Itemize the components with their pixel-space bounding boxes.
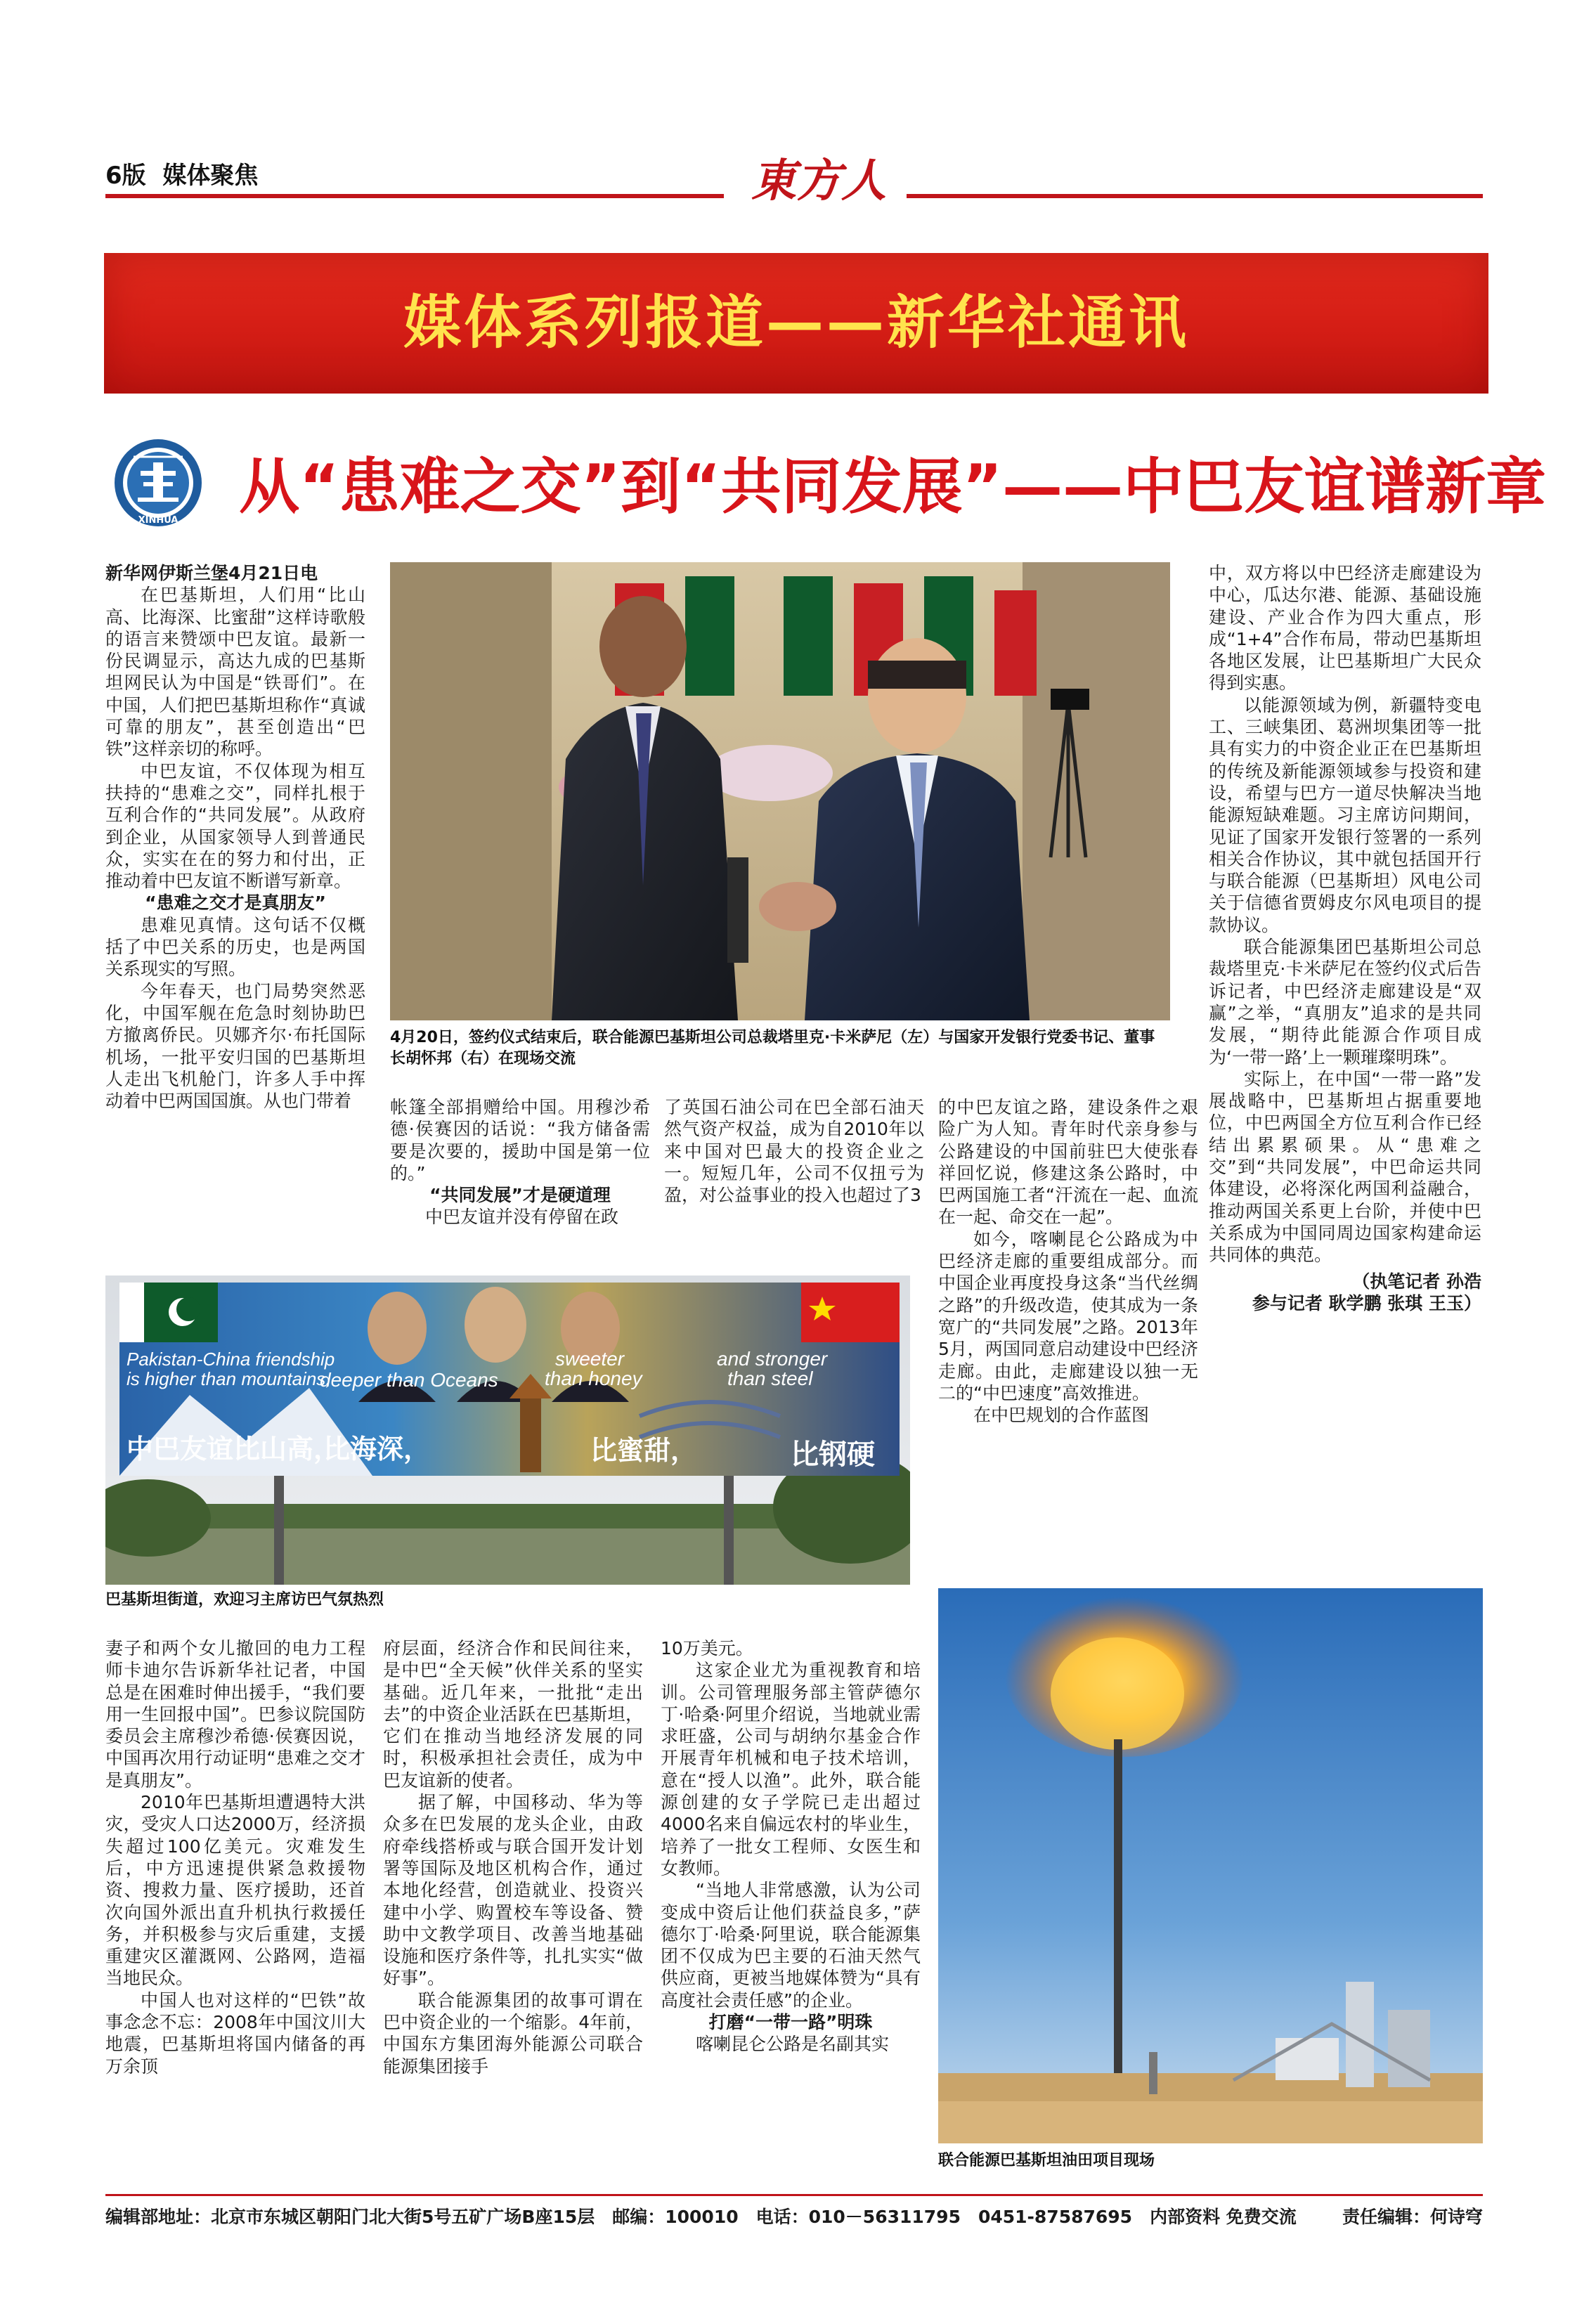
paragraph: 患难见真情。这句话不仅概括了中巴关系的历史，也是两国关系现实的写照。 (105, 914, 365, 980)
paragraph: 据了解，中国移动、华为等众多在巴发展的龙头企业，由政府牵线搭桥或与联合国开发计划署等国际及地区机构合作，通过本地化经营，创造就业、投资兴建中小学、购置校车等设备、赞助中文教学项目、改善当地基础设施和医疗条件等，扎扎实实“做好事”。 (383, 1792, 643, 1989)
billboard-en-4: sweeter (555, 1348, 625, 1370)
paragraph: 中，双方将以中巴经济走廊建设为中心，瓜达尔港、能源、基础设施建设、产业合作为四大重点，形成“1+4”合作布局，带动巴基斯坦各地区发展，让巴基斯坦广大民众得到实惠。 (1209, 563, 1481, 694)
header-rule-left (105, 194, 724, 198)
paragraph: 府层面，经济合作和民间往来，是中巴“全天候”伙伴关系的坚实基础。近几年来，一批批“走出去”的中资企业活跃在巴基斯坦，它们在推动当地经济发展的同时，积极承担社会责任，成为中巴友谊新的使者。 (383, 1638, 643, 1791)
billboard-photo (105, 1275, 910, 1585)
brand-logo: 東方人 (751, 155, 886, 207)
series-banner (104, 253, 1488, 394)
paragraph: 帐篷全部捐赠给中国。用穆沙希德·侯赛因的话说：“我方储备需要是次要的，援助中国是第一位的。” (390, 1097, 650, 1183)
page-label (105, 156, 258, 190)
signing-photo (390, 562, 1170, 1020)
billboard-zh-2: 比海深， (323, 1434, 431, 1465)
billboard-en-5: than honey (545, 1368, 642, 1389)
column-2-bottom (383, 1637, 643, 2189)
billboard-zh-1: 中巴友谊比山高， (126, 1434, 341, 1465)
billboard-zh-3: 比蜜甜， (590, 1435, 698, 1466)
subheading: “共同发展”才是硬道理 (429, 1185, 611, 1206)
section-name: 媒体聚焦 (162, 162, 259, 190)
paragraph: 今年春天，也门局势突然恶化，中国军舰在危急时刻协助巴方撤离侨民。贝娜齐尔·布托国际机场，一批平安归国的巴基斯坦人走出飞机舱门，许多人手中挥动着中巴两国国旗。从也门带着 (105, 980, 365, 1112)
billboard-en-2: is higher than mountains, (126, 1368, 331, 1389)
page-number: 6版 (105, 162, 146, 190)
paragraph: 10万美元。 (661, 1638, 753, 1658)
paragraph: 这家企业尤为重视教育和培训。公司管理服务部主管萨德尔丁·哈桑·阿里介绍说，当地就业需求旺盛，公司与胡纳尔基金合作开展青年机械和电子技术培训，意在“授人以渔”。此外，联合能源创建的女子学院已走出超过4000名来自偏远农村的毕业生，培养了一批女工程师、女医生和女教师。 (661, 1660, 921, 1878)
billboard-en-7: than steel (727, 1368, 813, 1389)
paragraph: 如今，喀喇昆仑公路成为中巴经济走廊的重要组成部分。而中国企业再度投身这条“当代丝绸之路”的升级改造，使其成为一条宽广的“共同发展”之路。2013年5月，两国同意启动建设中巴经济走廊。由此，走廊建设以独一无二的“中巴速度”高效推进。 (938, 1228, 1198, 1403)
footer-rule (105, 2194, 1483, 2196)
banner-title: 媒体系列报道——新华社通讯 (403, 290, 1189, 356)
paragraph: 联合能源集团巴基斯坦公司总裁塔里克·卡米萨尼在签约仪式后告诉记者，中巴经济走廊建设是“双赢”之举，“真朋友”追求的是共同发展，“期待此能源合作项目成为‘一带一路’上一颗璀璨明珠”。 (1209, 937, 1481, 1067)
paragraph: 中巴友谊，不仅体现为相互扶持的“患难之交”，同样扎根于互利合作的“共同发展”。从政府到企业，从国家领导人到普通民众，实实在在的努力和付出，正推动着中巴友谊不断谱写新章。 (105, 760, 365, 892)
headline: 从“患难之交”到“共同发展”——中巴友谊谱新章 (239, 452, 1547, 522)
paragraph: 中巴友谊并没有停留在政 (425, 1207, 619, 1228)
billboard-en-6: and stronger (717, 1348, 828, 1370)
paragraph: 以能源领域为例，新疆特变电工、三峡集团、葛洲坝集团等一批具有实力的中资企业正在巴基斯坦的传统及新能源领域参与投资和建设，希望与巴方一道尽快解决当地能源短缺难题。习主席访问期间，见证了国家开发银行签署的一系列相关合作协议，其中就包括国开行与联合能源（巴基斯坦）风电公司关于信德省贾姆皮尔风电项目的提款协议。 (1209, 694, 1481, 935)
paragraph: 妻子和两个女儿撤回的电力工程师卡迪尔告诉新华社记者，中国总是在困难时伸出援手，“我们要用一生回报中国”。巴参议院国防委员会主席穆沙希德·侯赛因说，中国再次用行动证明“患难之交才是真朋友”。 (105, 1638, 365, 1791)
paragraph: 实际上，在中国“一带一路”发展战略中，巴基斯坦占据重要地位，中巴两国全方位互利合作已经结出累累硕果。从“患难之交”到“共同发展”，中巴命运共同体建设，必将深化两国利益融合，推动两国关系更上台阶，并使中巴关系成为中国同周边国家构建命运共同体的典范。 (1209, 1068, 1481, 1266)
paragraph: 中国人也对这样的“巴铁”故事念念不忘：2008年中国汶川大地震，巴基斯坦将国内储备的再万余顶 (105, 1989, 365, 2077)
paragraph: 2010年巴基斯坦遭遇特大洪灾，受灾人口达2000万，经济损失超过100亿美元。灾难发生后，中方迅速提供紧急救援物资、搜救力量、医疗援助，还首次向国外派出直升机执行救援任务，并积极参与灾后重建，支援重建灾区灌溉网、公路网，造福当地民众。 (105, 1792, 365, 1989)
byline-writer: （执笔记者 孙浩 (1352, 1271, 1481, 1292)
paragraph: 在中巴规划的合作蓝图 (973, 1405, 1150, 1426)
oilfield-photo (938, 1588, 1483, 2143)
column-4-mid (938, 1096, 1198, 1581)
logo-text: XINHUA (138, 515, 179, 526)
paragraph: 在巴基斯坦，人们用“比山高、比海深、比蜜甜”这样诗歌般的语言来赞颂中巴友谊。最新一份民调显示，高达九成的巴基斯坦网民认为中国是“铁哥们”。在中国，人们把巴基斯坦称作“真诚可靠的朋友”，甚至创造出“巴铁”这样亲切的称呼。 (105, 585, 365, 760)
paragraph: 的中巴友谊之路，建设条件之艰险广为人知。青年时代亲身参与公路建设的中国前驻巴大使张春祥回忆说，修建这条公路时，中巴两国施工者“汗流在一起、血流在一起、命交在一起”。 (938, 1097, 1198, 1228)
byline-reporters: 参与记者 耿学鹏 张琪 王玉） (1252, 1292, 1481, 1313)
column-5 (1209, 562, 1481, 1532)
xinhua-logo (112, 437, 204, 528)
footer-editor: 责任编辑：何诗穹 (1342, 2207, 1483, 2227)
footer-contact-info: 编辑部地址：北京市东城区朝阳门北大街5号五矿广场B座15层 邮编：100010 电话：010－56311795 0451-87587695 内部资料 免费交流 (105, 2207, 1297, 2227)
column-2-top (390, 1096, 650, 1258)
oilfield-photo-caption: 联合能源巴基斯坦油田项目现场 (938, 2152, 1155, 2169)
dateline: 新华网伊斯兰堡4月21日电 (105, 563, 318, 583)
subheading: “患难之交才是真朋友” (145, 892, 326, 914)
column-1-bottom (105, 1637, 365, 2189)
paragraph: “当地人非常感激，认为公司变成中资后让他们获益良多，”萨德尔丁·哈桑·阿里说，联合能源集团不仅成为巴主要的石油天然气供应商，更被当地媒体赞为“具有高度社会责任感”的企业。 (661, 1880, 921, 2011)
column-3-top (664, 1096, 924, 1258)
paragraph: 喀喇昆仑公路是名副其实 (696, 2034, 890, 2055)
subheading: 打磨“一带一路”明珠 (708, 2012, 873, 2033)
billboard-en-1: Pakistan-China friendship (126, 1349, 335, 1370)
column-3-bottom (661, 1637, 921, 2189)
column-1-top (105, 562, 365, 1265)
paragraph: 联合能源集团的故事可谓在巴中资企业的一个缩影。4年前，中国东方集团海外能源公司联合能源集团接手 (383, 1989, 643, 2077)
billboard-en-3: deeper than Oceans (320, 1369, 498, 1391)
billboard-zh-4: 比钢硬 (791, 1439, 875, 1471)
billboard-photo-caption: 巴基斯坦街道，欢迎习主席访巴气氛热烈 (105, 1591, 384, 1609)
signing-photo-caption: 4月20日，签约仪式结束后，联合能源巴基斯坦公司总裁塔里克·卡米萨尼（左）与国家开发银行党委书记、董事长胡怀邦（右）在现场交流 (390, 1029, 1155, 1067)
header-rule-right (907, 194, 1483, 198)
paragraph: 了英国石油公司在巴全部石油天然气资产权益，成为自2010年以来中国对巴最大的投资企业之一。短短几年，公司不仅扭亏为盈，对公益事业的投入也超过了3 (664, 1097, 924, 1206)
